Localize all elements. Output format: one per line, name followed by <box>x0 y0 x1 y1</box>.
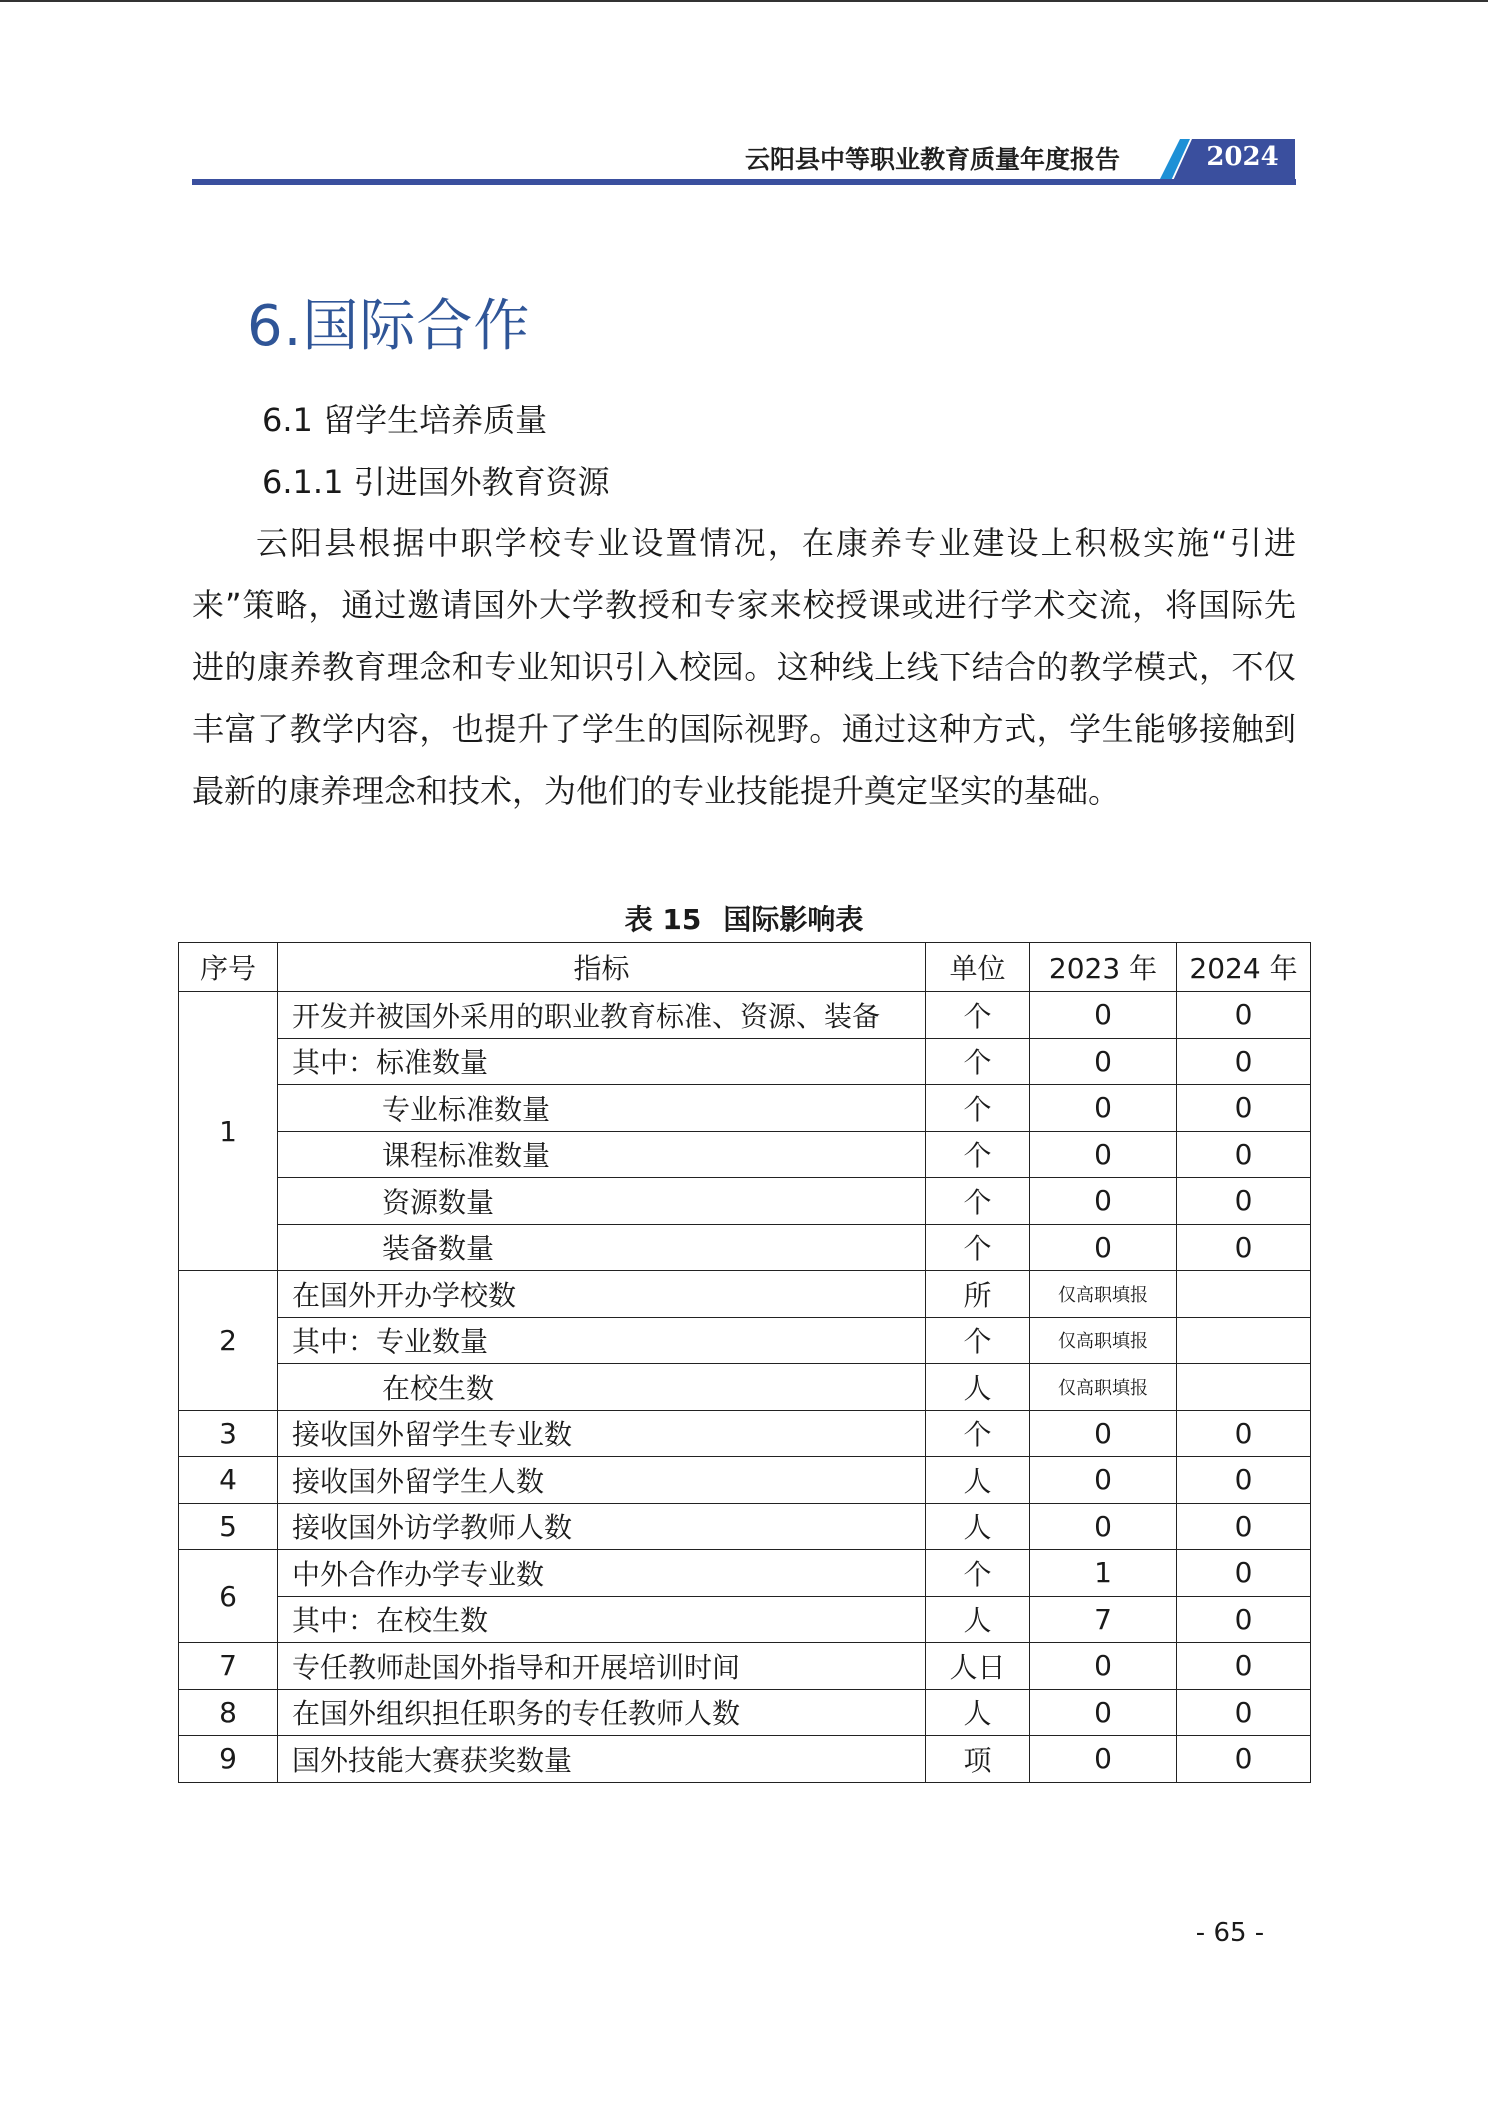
value-2024-cell: 0 <box>1177 1550 1311 1597</box>
value-2023-cell: 0 <box>1030 1689 1177 1736</box>
row-number: 7 <box>179 1643 278 1690</box>
unit-cell: 个 <box>926 992 1030 1039</box>
value-2024-cell: 0 <box>1177 1131 1311 1178</box>
table-row <box>179 1085 1311 1132</box>
page-top-border <box>0 0 1488 2</box>
header-year: 2024 <box>1206 142 1279 172</box>
value-2023-cell: 0 <box>1030 992 1177 1039</box>
table-caption <box>178 898 1310 938</box>
row-number: 4 <box>179 1457 278 1504</box>
value-2024-cell: 0 <box>1177 992 1311 1039</box>
indicator-cell: 接收国外访学教师人数 <box>278 1503 926 1550</box>
table-row <box>179 1643 1311 1690</box>
indicator-cell: 装备数量 <box>278 1224 926 1271</box>
value-2023-cell: 仅高职填报 <box>1030 1317 1177 1364</box>
row-number: 5 <box>179 1503 278 1550</box>
value-2023-cell: 1 <box>1030 1550 1177 1597</box>
value-2024-cell: 0 <box>1177 1503 1311 1550</box>
unit-cell: 人 <box>926 1596 1030 1643</box>
unit-cell: 所 <box>926 1271 1030 1318</box>
row-number: 8 <box>179 1689 278 1736</box>
indicator-cell: 接收国外留学生人数 <box>278 1457 926 1504</box>
value-2023-cell: 0 <box>1030 1736 1177 1783</box>
indicator-cell: 接收国外留学生专业数 <box>278 1410 926 1457</box>
table-row <box>179 1364 1311 1411</box>
header-cell-2024: 2024 年 <box>1177 943 1311 992</box>
table-row <box>179 1038 1311 1085</box>
unit-cell: 人 <box>926 1503 1030 1550</box>
international-impact-table <box>178 942 1311 1783</box>
unit-cell: 个 <box>926 1178 1030 1225</box>
table-caption-title: 国际影响表 <box>723 903 864 936</box>
value-2023-cell: 0 <box>1030 1224 1177 1271</box>
indicator-cell: 课程标准数量 <box>278 1131 926 1178</box>
row-number: 2 <box>179 1271 278 1411</box>
value-2023-cell: 仅高职填报 <box>1030 1271 1177 1318</box>
indicator-cell: 在国外组织担任职务的专任教师人数 <box>278 1689 926 1736</box>
table-header-row <box>179 943 1311 992</box>
header-cell-no: 序号 <box>179 943 278 992</box>
table-row <box>179 992 1311 1039</box>
indicator-cell: 在国外开办学校数 <box>278 1271 926 1318</box>
indicator-cell: 其中：专业数量 <box>278 1317 926 1364</box>
value-2024-cell: 0 <box>1177 1410 1311 1457</box>
row-number: 3 <box>179 1410 278 1457</box>
table-caption-number: 表 15 <box>624 903 702 936</box>
unit-cell: 人 <box>926 1457 1030 1504</box>
table-row <box>179 1503 1311 1550</box>
table-row <box>179 1457 1311 1504</box>
indicator-cell: 中外合作办学专业数 <box>278 1550 926 1597</box>
value-2023-cell: 0 <box>1030 1410 1177 1457</box>
value-2024-cell: 0 <box>1177 1224 1311 1271</box>
value-2024-cell: 0 <box>1177 1689 1311 1736</box>
value-2023-cell: 0 <box>1030 1085 1177 1132</box>
unit-cell: 个 <box>926 1131 1030 1178</box>
unit-cell: 个 <box>926 1317 1030 1364</box>
table-row <box>179 1689 1311 1736</box>
unit-cell: 个 <box>926 1224 1030 1271</box>
indicator-cell: 资源数量 <box>278 1178 926 1225</box>
table-row <box>179 1131 1311 1178</box>
unit-cell: 个 <box>926 1085 1030 1132</box>
value-2024-cell <box>1177 1317 1311 1364</box>
indicator-cell: 专业标准数量 <box>278 1085 926 1132</box>
table-row <box>179 1410 1311 1457</box>
table-row <box>179 1178 1311 1225</box>
unit-cell: 人 <box>926 1364 1030 1411</box>
table-row <box>179 1550 1311 1597</box>
value-2023-cell: 7 <box>1030 1596 1177 1643</box>
value-2024-cell: 0 <box>1177 1178 1311 1225</box>
value-2024-cell: 0 <box>1177 1038 1311 1085</box>
value-2023-cell: 仅高职填报 <box>1030 1364 1177 1411</box>
indicator-cell: 在校生数 <box>278 1364 926 1411</box>
value-2023-cell: 0 <box>1030 1178 1177 1225</box>
table-row <box>179 1224 1311 1271</box>
value-2023-cell: 0 <box>1030 1131 1177 1178</box>
value-2024-cell <box>1177 1271 1311 1318</box>
subsubsection-heading: 6.1.1 引进国外教育资源 <box>262 463 610 501</box>
indicator-cell: 专任教师赴国外指导和开展培训时间 <box>278 1643 926 1690</box>
value-2024-cell: 0 <box>1177 1736 1311 1783</box>
page-number: - 65 - <box>1195 1918 1265 1948</box>
header-rule <box>192 179 1296 185</box>
table-row <box>179 1596 1311 1643</box>
row-number: 9 <box>179 1736 278 1783</box>
table-row <box>179 1317 1311 1364</box>
value-2023-cell: 0 <box>1030 1038 1177 1085</box>
value-2024-cell: 0 <box>1177 1643 1311 1690</box>
value-2024-cell: 0 <box>1177 1457 1311 1504</box>
table-row <box>179 1271 1311 1318</box>
value-2024-cell: 0 <box>1177 1085 1311 1132</box>
indicator-cell: 其中：在校生数 <box>278 1596 926 1643</box>
value-2024-cell: 0 <box>1177 1596 1311 1643</box>
row-number: 1 <box>179 992 278 1271</box>
body-paragraph: 云阳县根据中职学校专业设置情况，在康养专业建设上积极实施“引进来”策略，通过邀请国外大学教授和专家来校授课或进行学术交流，将国际先进的康养教育理念和专业知识引入校园。这种线上线下结合的教学模式，不仅丰富了教学内容，也提升了学生的国际视野。通过这种方式，学生能够接触到最新的康养理念和技术，为他们的专业技能提升奠定坚实的基础。 <box>192 524 1296 810</box>
subsection-heading: 6.1 留学生培养质量 <box>262 401 548 439</box>
value-2023-cell: 0 <box>1030 1457 1177 1504</box>
header-cell-indicator: 指标 <box>278 943 926 992</box>
indicator-cell: 开发并被国外采用的职业教育标准、资源、装备 <box>278 992 926 1039</box>
section-heading: 6.国际合作 <box>247 294 531 359</box>
unit-cell: 项 <box>926 1736 1030 1783</box>
table-row <box>179 1736 1311 1783</box>
unit-cell: 人 <box>926 1689 1030 1736</box>
indicator-cell: 其中：标准数量 <box>278 1038 926 1085</box>
indicator-cell: 国外技能大赛获奖数量 <box>278 1736 926 1783</box>
row-number: 6 <box>179 1550 278 1643</box>
unit-cell: 人日 <box>926 1643 1030 1690</box>
unit-cell: 个 <box>926 1550 1030 1597</box>
header-cell-2023: 2023 年 <box>1030 943 1177 992</box>
unit-cell: 个 <box>926 1038 1030 1085</box>
header-title: 云阳县中等职业教育质量年度报告 <box>744 145 1120 174</box>
unit-cell: 个 <box>926 1410 1030 1457</box>
value-2023-cell: 0 <box>1030 1503 1177 1550</box>
value-2023-cell: 0 <box>1030 1643 1177 1690</box>
header-cell-unit: 单位 <box>926 943 1030 992</box>
value-2024-cell <box>1177 1364 1311 1411</box>
